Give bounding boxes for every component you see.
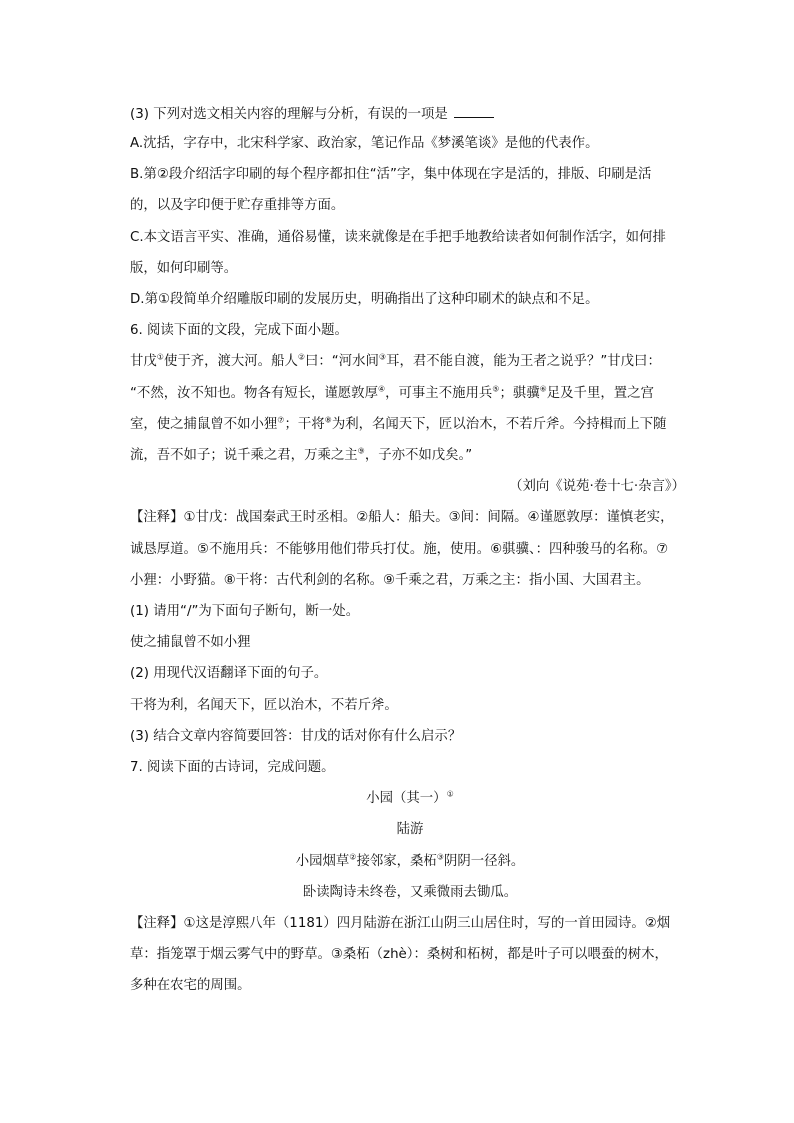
poem-title: 小园（其一）①: [366, 789, 454, 806]
q6-source: （刘向《说苑·卷十七·杂言》）: [509, 479, 685, 494]
q6-passage-line3: 室，使之捕鼠曾不如小狸⑦；干将⑧为利，名闻天下，匠以治木，不若斤斧。今持楫而上下随: [130, 415, 667, 432]
q5-sub3: (3) 下列对选文相关内容的理解与分析，有误的一项是: [130, 103, 690, 125]
q5-option-c-line1: C.本文语言平实、准确，通俗易懂，读来就像是在手把手地教给读者如何制作活字，如何排: [130, 230, 666, 245]
q6-note-line2: 诚恳厚道。⑤不施用兵：不能够用他们带兵打仗。施，使用。⑥骐骥、：四种骏马的名称。⑦: [130, 542, 669, 557]
q6-heading: 6. 阅读下面的文段，完成下面小题。: [130, 323, 348, 338]
q6-sub2: (2) 用现代汉语翻译下面的句子。: [130, 666, 328, 681]
poem-verse2: 卧读陶诗未终卷，又乘微雨去锄瓜。: [302, 885, 518, 900]
q7-heading: 7. 阅读下面的古诗词，完成问题。: [130, 760, 335, 775]
q7-note-line3: 多种在农宅的周围。: [130, 978, 251, 993]
q6-passage-line1: 甘戊①使于齐，渡大河。船人②曰：“河水间③耳，君不能自渡，能为王者之说乎？”甘戊曰：: [130, 352, 661, 369]
q6-passage-line2: “不然，汝不知也。物各有短长，谨愿敦厚④，可事主不施用兵⑤；骐骥⑥足及千里，置之宫: [130, 384, 654, 401]
q5-option-b-line2: 的，以及字印便于贮存重排等方面。: [130, 198, 345, 213]
answer-blank: [454, 103, 494, 118]
q6-sub1: (1) 请用“/”为下面句子断句，断一处。: [130, 604, 360, 619]
q6-sub3: (3) 结合文章内容简要回答：甘戊的话对你有什么启示？: [130, 729, 462, 744]
q5-option-c-line2: 版，如何印刷等。: [130, 261, 238, 276]
q6-passage-line4: 流，吾不如子；说千乘之君，万乘之主⑨，子亦不如戊矣。”: [130, 446, 473, 463]
q6-note-line1: 【注释】①甘戊：战国秦武王时丞相。②船人：船夫。③间：间隔。④谨愿敦厚：谨慎老实，: [130, 510, 674, 525]
q6-sub2-sentence: 干将为利，名闻天下，匠以治木，不若斤斧。: [130, 698, 398, 713]
q6-sub1-sentence: 使之捕鼠曾不如小狸: [130, 635, 251, 650]
q5-option-d: D.第①段简单介绍雕版印刷的发展历史，明确指出了这种印刷术的缺点和不足。: [130, 292, 599, 307]
poem-author: 陆游: [396, 822, 424, 837]
q5-option-b-line1: B.第②段介绍活字印刷的每个程序都扣住“活”字，集中体现在字是活的，排版、印刷是活: [130, 167, 652, 182]
q6-note-line3: 小狸：小野猫。⑧干将：古代利剑的名称。⑨千乘之君，万乘之主：指小国、大国君主。: [130, 573, 650, 588]
q7-note-line1: 【注释】①这是淳熙八年（1181）四月陆游在浙江山阴三山居住时，写的一首田园诗。②烟: [130, 916, 671, 931]
q5-option-a: A.沈括，字存中，北宋科学家、政治家，笔记作品《梦溪笔谈》是他的代表作。: [130, 136, 599, 151]
poem-verse1: 小园烟草②接邻家，桑柘③阴阴一径斜。: [295, 852, 525, 869]
q7-note-line2: 草：指笼罩于烟云雾气中的野草。③桑柘（zhè）：桑树和柘树，都是叶子可以喂蚕的树木，: [130, 947, 668, 962]
